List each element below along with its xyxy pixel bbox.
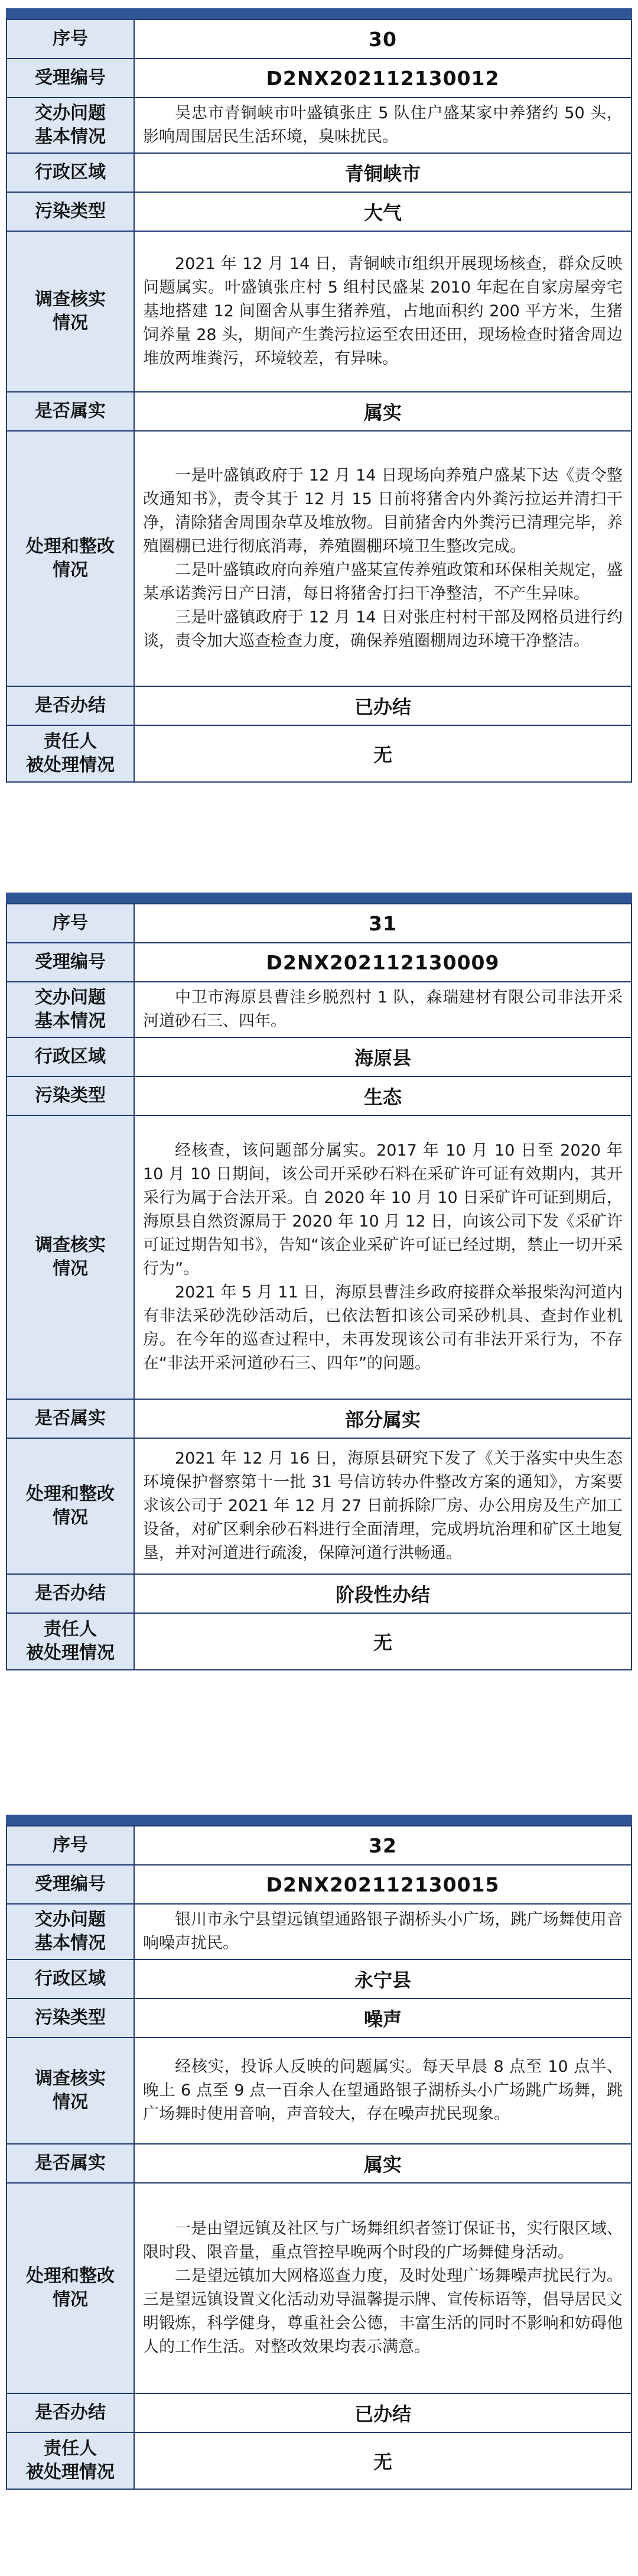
pollution-type-value: 大气 xyxy=(134,192,632,231)
accountability-value: 无 xyxy=(134,725,632,782)
basic-info-value xyxy=(134,982,632,1037)
label-pollution-type: 污染类型 xyxy=(6,192,134,231)
handling-value xyxy=(134,1438,632,1574)
label-accountability-text: 责任人 被处理情况 xyxy=(26,731,115,776)
record-table xyxy=(6,903,632,1670)
record-table xyxy=(6,19,632,783)
region-value: 海原县 xyxy=(134,1037,632,1076)
verified-value: 属实 xyxy=(134,392,632,431)
investigation-value xyxy=(134,1115,632,1399)
label-basic-info-text: 交办问题 基本情况 xyxy=(35,987,106,1031)
record-card xyxy=(6,8,632,783)
investigation-paragraph: 经核查，该问题部分属实。2017 年 10 月 10 日至 2020 年 10 月 10 日期间，该公司开采砂石料在采矿许可证有效期内，其开采行为属于合法开采。自 2020 年 10 月 10 日采矿许可证到期后，海原县自然资源局于 2020 年 10 月 12 日，向该公司下发《采矿许可证过期告知书》，告知“该企业采矿许可证已经过期，禁止一切开采行为”。 xyxy=(143,1141,623,1278)
basic-info-text: 银川市永宁县望远镇望通路银子湖桥头小广场，跳广场舞使用音响噪声扰民。 xyxy=(143,1910,623,1952)
label-basic-info xyxy=(6,98,134,153)
label-serial: 序号 xyxy=(6,1826,134,1865)
handling-paragraph: 二是望远镇加大网格巡查力度，及时处理广场舞噪声扰民行为。三是望远镇设置文化活动劝导温馨提示牌、宣传标语等，倡导居民文明锻炼，科学健身，尊重社会公德，丰富生活的同时不影响和妨碍他人的工作生活。对整改效果均表示满意。 xyxy=(143,2267,623,2356)
label-investigation-text: 调查核实 情况 xyxy=(35,1235,106,1279)
label-accountability-text: 责任人 被处理情况 xyxy=(26,1619,115,1663)
label-basic-info-text: 交办问题 基本情况 xyxy=(35,103,106,147)
closed-value: 阶段性办结 xyxy=(134,1574,632,1613)
label-investigation-text: 调查核实 情况 xyxy=(35,2068,106,2113)
investigation-paragraph: 2021 年 12 月 14 日，青铜峡市组织开展现场核查，群众反映问题属实。叶盛镇张庄村 5 组村民盛某 2010 年起在自家房屋旁宅基地搭建 12 间圈舍从事生猪养殖，占地面积约 200 平方米，生猪饲养量 28 头，期间产生粪污拉运至农田还田，现场检查时猪舍周边堆放两堆粪污，环境较差，有异味。 xyxy=(143,255,623,368)
label-closed: 是否办结 xyxy=(6,2393,134,2432)
label-pollution-type: 污染类型 xyxy=(6,1076,134,1115)
investigation-value xyxy=(134,231,632,392)
pollution-type-value: 生态 xyxy=(134,1076,632,1115)
record-card xyxy=(6,893,632,1670)
verified-value: 属实 xyxy=(134,2144,632,2183)
label-region: 行政区域 xyxy=(6,1037,134,1076)
serial-value: 30 xyxy=(134,20,632,59)
card-top-bar xyxy=(6,8,632,19)
label-investigation xyxy=(6,231,134,392)
accountability-value: 无 xyxy=(134,1613,632,1670)
basic-info-value xyxy=(134,1904,632,1959)
label-handling xyxy=(6,431,134,686)
case-no-value: D2NX202112130015 xyxy=(134,1865,632,1904)
handling-paragraph: 二是叶盛镇政府向养殖户盛某宣传养殖政策和环保相关规定，盛某承诺粪污日产日清，每日将猪舍打扫干净整洁，不产生异味。 xyxy=(143,561,623,603)
basic-info-text: 中卫市海原县曹洼乡脱烈村 1 队，森瑞建材有限公司非法开采河道砂石三、四年。 xyxy=(143,988,623,1030)
record-table xyxy=(6,1825,632,2490)
label-accountability-text: 责任人 被处理情况 xyxy=(26,2438,115,2483)
label-handling-text: 处理和整改 情况 xyxy=(26,1484,115,1528)
label-serial: 序号 xyxy=(6,904,134,943)
basic-info-text: 吴忠市青铜峡市叶盛镇张庄 5 队住户盛某家中养猪约 50 头，影响周围居民生活环境，臭味扰民。 xyxy=(143,104,623,146)
label-accountability xyxy=(6,725,134,782)
region-value: 永宁县 xyxy=(134,1959,632,1998)
label-closed: 是否办结 xyxy=(6,1574,134,1613)
label-investigation xyxy=(6,2038,134,2144)
label-verified: 是否属实 xyxy=(6,392,134,431)
label-handling-text: 处理和整改 情况 xyxy=(26,2266,115,2310)
record-card xyxy=(6,1815,632,2490)
handling-value xyxy=(134,431,632,686)
pollution-type-value: 噪声 xyxy=(134,1998,632,2038)
label-handling xyxy=(6,2183,134,2393)
label-closed: 是否办结 xyxy=(6,686,134,725)
label-region: 行政区域 xyxy=(6,1959,134,1998)
region-value: 青铜峡市 xyxy=(134,153,632,192)
label-case-no: 受理编号 xyxy=(6,943,134,982)
handling-paragraph: 三是叶盛镇政府于 12 月 14 日对张庄村村干部及网格员进行约谈，责令加大巡查检查力度，确保养殖圈棚周边环境干净整洁。 xyxy=(143,608,623,650)
case-no-value: D2NX202112130012 xyxy=(134,59,632,98)
label-basic-info-text: 交办问题 基本情况 xyxy=(35,1909,106,1954)
card-top-bar xyxy=(6,1815,632,1825)
label-accountability xyxy=(6,1613,134,1670)
label-basic-info xyxy=(6,982,134,1037)
basic-info-value xyxy=(134,98,632,153)
label-case-no: 受理编号 xyxy=(6,59,134,98)
investigation-paragraph: 2021 年 5 月 11 日，海原县曹洼乡政府接群众举报柴沟河道内有非法采砂洗砂活动后，已依法暂扣该公司采砂机具、查封作业机房。在今年的巡查过程中，未再发现该公司有非法开采行为，不存在“非法开采河道砂石三、四年”的问题。 xyxy=(143,1283,623,1373)
card-top-bar xyxy=(6,893,632,903)
closed-value: 已办结 xyxy=(134,686,632,725)
serial-value: 31 xyxy=(134,904,632,943)
label-case-no: 受理编号 xyxy=(6,1865,134,1904)
investigation-paragraph: 经核实，投诉人反映的问题属实。每天早晨 8 点至 10 点半、晚上 6 点至 9 点一百余人在望通路银子湖桥头小广场跳广场舞，跳广场舞时使用音响，声音较大，存在噪声扰民现象。 xyxy=(143,2058,623,2123)
label-investigation xyxy=(6,1115,134,1399)
verified-value: 部分属实 xyxy=(134,1399,632,1438)
label-handling-text: 处理和整改 情况 xyxy=(26,536,115,580)
label-pollution-type: 污染类型 xyxy=(6,1998,134,2038)
label-verified: 是否属实 xyxy=(6,1399,134,1438)
case-no-value: D2NX202112130009 xyxy=(134,943,632,982)
serial-value: 32 xyxy=(134,1826,632,1865)
accountability-value: 无 xyxy=(134,2432,632,2489)
label-verified: 是否属实 xyxy=(6,2144,134,2183)
label-region: 行政区域 xyxy=(6,153,134,192)
label-basic-info xyxy=(6,1904,134,1959)
label-investigation-text: 调查核实 情况 xyxy=(35,289,106,333)
handling-paragraph: 一是叶盛镇政府于 12 月 14 日现场向养殖户盛某下达《责令整改通知书》，责令其于 12 月 15 日前将猪舍内外粪污拉运并清扫干净，清除猪舍周围杂草及堆放物。目前猪舍内外粪污已清理完毕，养殖圈棚已进行彻底消毒，养殖圈棚环境卫生整改完成。 xyxy=(143,466,623,556)
handling-value xyxy=(134,2183,632,2393)
investigation-value xyxy=(134,2038,632,2144)
label-handling xyxy=(6,1438,134,1574)
label-accountability xyxy=(6,2432,134,2489)
closed-value: 已办结 xyxy=(134,2393,632,2432)
handling-paragraph: 2021 年 12 月 16 日，海原县研究下发了《关于落实中央生态环境保护督察第十一批 31 号信访转办件整改方案的通知》，方案要求该公司于 2021 年 12 月 27 日前拆除厂房、办公用房及生产加工设备，对矿区剩余砂石料进行全面清理，完成坍坑治理和矿区土地复垦，并对河道进行疏浚，保障河道行洪畅通。 xyxy=(143,1449,623,1562)
handling-paragraph: 一是由望远镇及社区与广场舞组织者签订保证书，实行限区域、限时段、限音量，重点管控早晚两个时段的广场舞健身活动。 xyxy=(143,2220,623,2262)
label-serial: 序号 xyxy=(6,20,134,59)
